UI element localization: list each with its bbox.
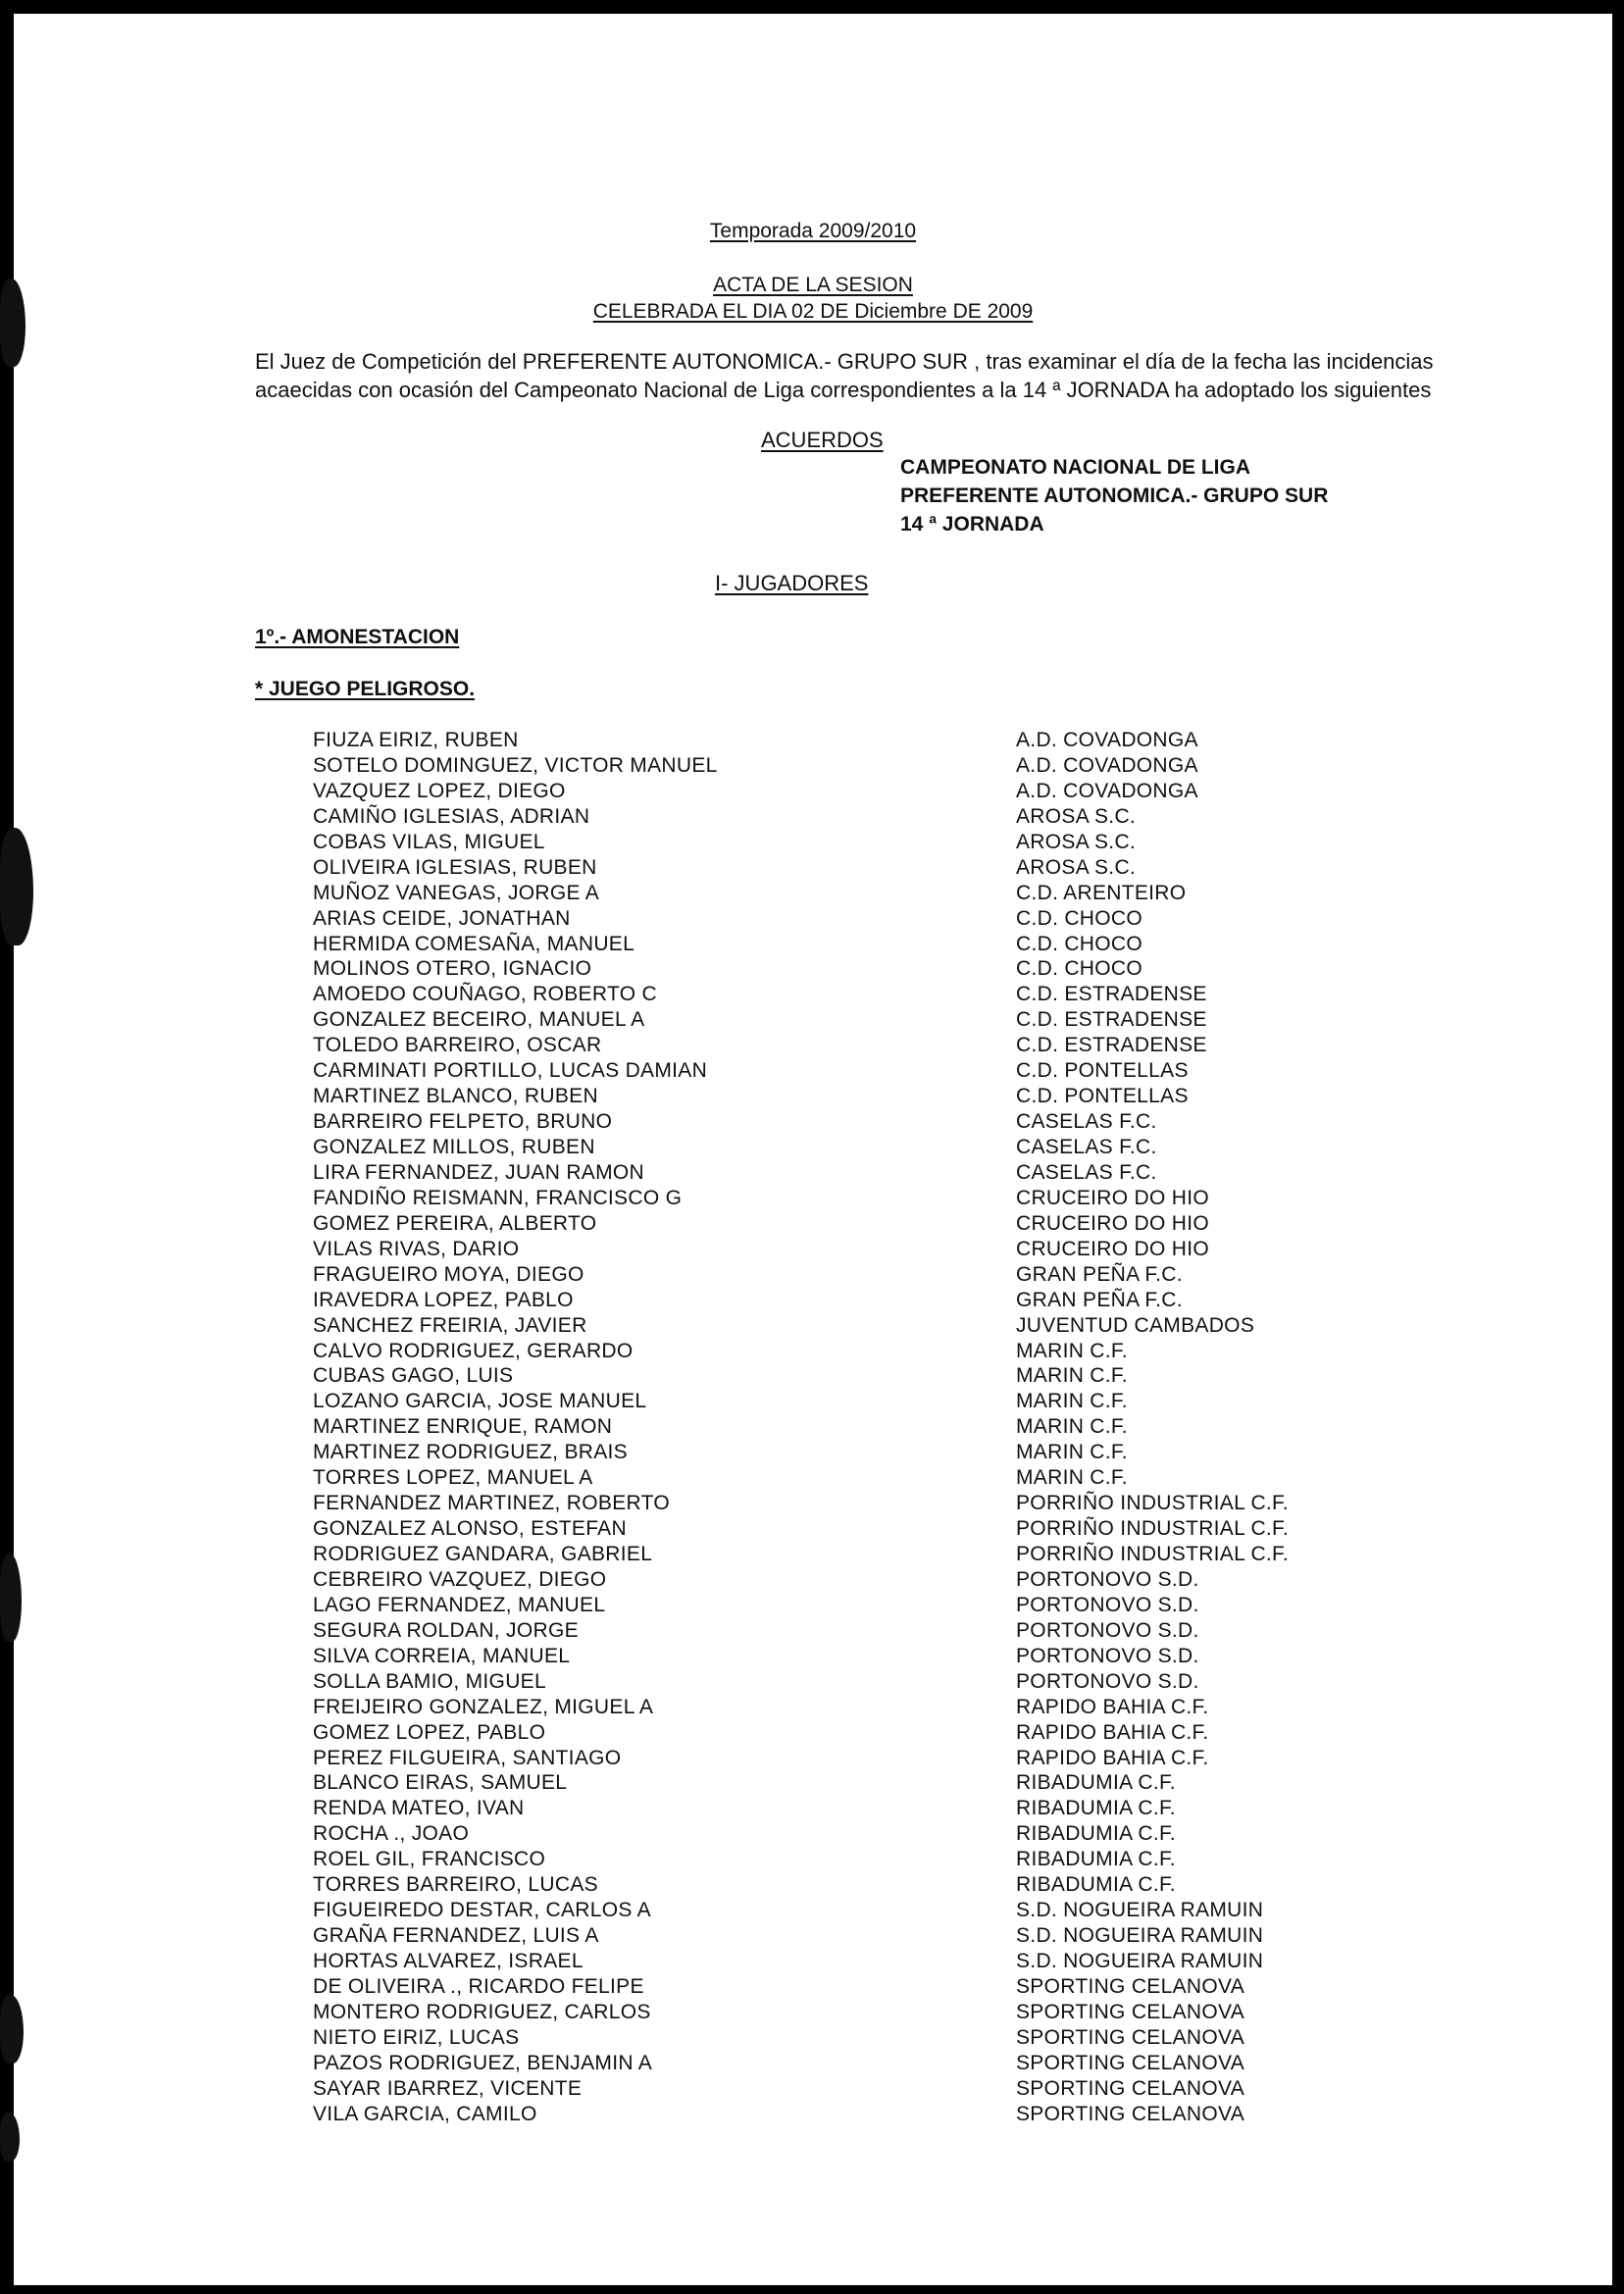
list-item — [313, 956, 1372, 982]
player-name: IRAVEDRA LOPEZ, PABLO — [313, 1288, 574, 1311]
list-item — [313, 2000, 1372, 2025]
list-item — [313, 1440, 1372, 1465]
list-item — [313, 1491, 1372, 1516]
player-club: RAPIDO BAHIA C.F. — [1016, 1746, 1209, 1769]
player-club: MARIN C.F. — [1016, 1390, 1128, 1413]
list-item — [313, 830, 1372, 855]
player-club: GRAN PEÑA F.C. — [1016, 1288, 1183, 1311]
list-item — [313, 982, 1372, 1007]
player-name: OLIVEIRA IGLESIAS, RUBEN — [313, 855, 597, 879]
list-item — [313, 1084, 1372, 1109]
player-name: BLANCO EIRAS, SAMUEL — [313, 1771, 568, 1795]
list-item — [313, 1363, 1372, 1389]
player-name: SEGURA ROLDAN, JORGE — [313, 1618, 579, 1642]
list-item — [313, 1720, 1372, 1746]
player-name: GONZALEZ MILLOS, RUBEN — [313, 1136, 595, 1158]
player-name: PEREZ FILGUEIRA, SANTIAGO — [313, 1746, 622, 1769]
player-name: CARMINATI PORTILLO, LUCAS DAMIAN — [313, 1059, 708, 1083]
player-name: FREIJEIRO GONZALEZ, MIGUEL A — [313, 1695, 654, 1718]
player-club: S.D. NOGUEIRA RAMUIN — [1016, 1899, 1264, 1922]
player-club: SPORTING CELANOVA — [1016, 1974, 1245, 1998]
player-name: GRAÑA FERNANDEZ, LUIS A — [313, 1924, 599, 1948]
player-club: RAPIDO BAHIA C.F. — [1016, 1720, 1209, 1744]
list-item — [313, 753, 1372, 779]
player-club: CRUCEIRO DO HIO — [1016, 1186, 1210, 1209]
player-name: COBAS VILAS, MIGUEL — [313, 830, 545, 853]
player-name: MUÑOZ VANEGAS, JORGE A — [313, 881, 600, 904]
player-club: RIBADUMIA C.F. — [1016, 1797, 1176, 1820]
player-name: RODRIGUEZ GANDARA, GABRIEL — [313, 1543, 653, 1565]
list-item — [313, 1644, 1372, 1669]
player-name: GONZALEZ BECEIRO, MANUEL A — [313, 1008, 645, 1032]
player-club: RIBADUMIA C.F. — [1016, 1873, 1176, 1897]
player-name: LOZANO GARCIA, JOSE MANUEL — [313, 1390, 647, 1413]
player-club: CASELAS F.C. — [1016, 1136, 1157, 1158]
player-name: MARTINEZ RODRIGUEZ, BRAIS — [313, 1441, 628, 1464]
list-item — [313, 1389, 1372, 1414]
list-item — [313, 1516, 1372, 1542]
player-club: RIBADUMIA C.F. — [1016, 1771, 1176, 1795]
player-club: CASELAS F.C. — [1016, 1110, 1157, 1134]
player-club: SPORTING CELANOVA — [1016, 2051, 1245, 2074]
player-name: CALVO RODRIGUEZ, GERARDO — [313, 1339, 634, 1362]
list-item — [313, 1974, 1372, 2000]
player-name: CUBAS GAGO, LUIS — [313, 1364, 514, 1388]
player-name: FANDIÑO REISMANN, FRANCISCO G — [313, 1186, 683, 1209]
player-name: VILAS RIVAS, DARIO — [313, 1237, 520, 1260]
list-item — [313, 1160, 1372, 1186]
player-club: PORTONOVO S.D. — [1016, 1593, 1199, 1616]
player-name: SILVA CORREIA, MANUEL — [313, 1644, 571, 1667]
competition-name: CAMPEONATO NACIONAL DE LIGA — [900, 456, 1251, 479]
list-item — [313, 1288, 1372, 1313]
list-item — [313, 2025, 1372, 2051]
list-item — [313, 804, 1372, 830]
acta-title: ACTA DE LA SESION — [713, 274, 913, 296]
player-club: SPORTING CELANOVA — [1016, 2025, 1245, 2049]
player-name: SANCHEZ FREIRIA, JAVIER — [313, 1313, 587, 1337]
competition-round: 14 ª JORNADA — [900, 513, 1044, 535]
player-name: MONTERO RODRIGUEZ, CARLOS — [313, 2000, 651, 2023]
player-club: SPORTING CELANOVA — [1016, 2000, 1245, 2023]
player-club: PORTONOVO S.D. — [1016, 1644, 1199, 1667]
list-item — [313, 1414, 1372, 1440]
player-club: CASELAS F.C. — [1016, 1160, 1157, 1184]
player-name: ARIAS CEIDE, JONATHAN — [313, 906, 571, 930]
player-name: SAYAR IBARREZ, VICENTE — [313, 2076, 583, 2100]
list-item — [313, 1033, 1372, 1058]
list-item — [313, 855, 1372, 881]
player-club: A.D. COVADONGA — [1016, 779, 1198, 802]
player-club: C.D. CHOCO — [1016, 906, 1142, 930]
list-item — [313, 1339, 1372, 1364]
player-name: GOMEZ PEREIRA, ALBERTO — [313, 1211, 597, 1235]
player-name: HORTAS ALVAREZ, ISRAEL — [313, 1950, 584, 1972]
player-club: JUVENTUD CAMBADOS — [1016, 1313, 1255, 1337]
list-item — [313, 1465, 1372, 1491]
player-name: CAMIÑO IGLESIAS, ADRIAN — [313, 804, 590, 828]
player-club: C.D. CHOCO — [1016, 957, 1142, 981]
player-club: MARIN C.F. — [1016, 1364, 1128, 1388]
scan-mark — [0, 2113, 20, 2162]
list-item — [313, 1669, 1372, 1695]
list-item — [313, 1109, 1372, 1135]
player-club: C.D. PONTELLAS — [1016, 1059, 1189, 1083]
player-name: VILA GARCIA, CAMILO — [313, 2102, 537, 2125]
player-club: PORRIÑO INDUSTRIAL C.F. — [1016, 1492, 1289, 1515]
player-name: LAGO FERNANDEZ, MANUEL — [313, 1593, 606, 1616]
list-item — [313, 1542, 1372, 1567]
list-item — [313, 1567, 1372, 1593]
list-item — [313, 1923, 1372, 1949]
player-name: RENDA MATEO, IVAN — [313, 1797, 525, 1820]
list-item — [313, 1313, 1372, 1339]
player-name: TORRES BARREIRO, LUCAS — [313, 1873, 598, 1897]
player-club: CRUCEIRO DO HIO — [1016, 1211, 1210, 1235]
player-name: HERMIDA COMESAÑA, MANUEL — [313, 932, 635, 955]
player-club: SPORTING CELANOVA — [1016, 2102, 1245, 2125]
competition-group: PREFERENTE AUTONOMICA.- GRUPO SUR — [900, 484, 1329, 507]
player-name: VAZQUEZ LOPEZ, DIEGO — [313, 779, 566, 802]
list-item — [313, 1746, 1372, 1771]
player-club: PORTONOVO S.D. — [1016, 1669, 1199, 1693]
player-name: DE OLIVEIRA ., RICARDO FELIPE — [313, 1974, 644, 1998]
player-name: AMOEDO COUÑAGO, ROBERTO C — [313, 983, 657, 1006]
document-page — [14, 14, 1612, 2285]
scan-mark — [0, 1995, 24, 2064]
player-club: A.D. COVADONGA — [1016, 753, 1198, 777]
player-club: AROSA S.C. — [1016, 855, 1137, 879]
player-club: A.D. COVADONGA — [1016, 729, 1198, 751]
list-item — [313, 1872, 1372, 1898]
player-club: C.D. ESTRADENSE — [1016, 983, 1207, 1006]
player-club: C.D. CHOCO — [1016, 932, 1142, 955]
list-item — [313, 728, 1372, 753]
player-name: NIETO EIRIZ, LUCAS — [313, 2025, 520, 2049]
player-club: AROSA S.C. — [1016, 830, 1137, 853]
list-item — [313, 1007, 1372, 1033]
scan-mark — [0, 828, 33, 945]
player-name: FIGUEIREDO DESTAR, CARLOS A — [313, 1899, 651, 1922]
list-item — [313, 1186, 1372, 1211]
list-item — [313, 906, 1372, 932]
scan-mark — [0, 1554, 22, 1642]
player-name: MARTINEZ BLANCO, RUBEN — [313, 1085, 598, 1108]
intro-paragraph: El Juez de Competición del PREFERENTE AUTONOMICA.- GRUPO SUR , tras examinar el día de la fecha las incidencias acaecidas con ocasión del Campeonato Nacional de Liga correspondientes a la 14 ª JORNADA ha adoptado los siguientes — [255, 349, 1434, 402]
player-club: PORTONOVO S.D. — [1016, 1567, 1199, 1591]
player-name: SOLLA BAMIO, MIGUEL — [313, 1669, 546, 1693]
list-item — [313, 2102, 1372, 2127]
player-name: BARREIRO FELPETO, BRUNO — [313, 1110, 613, 1134]
list-item — [313, 779, 1372, 804]
player-name: SOTELO DOMINGUEZ, VICTOR MANUEL — [313, 753, 718, 777]
player-name: FRAGUEIRO MOYA, DIEGO — [313, 1262, 584, 1286]
player-list — [313, 728, 1372, 2127]
player-name: MOLINOS OTERO, IGNACIO — [313, 957, 592, 981]
player-name: PAZOS RODRIGUEZ, BENJAMIN A — [313, 2051, 653, 2074]
player-club: MARIN C.F. — [1016, 1339, 1128, 1362]
list-item — [313, 1135, 1372, 1160]
player-club: GRAN PEÑA F.C. — [1016, 1262, 1183, 1286]
player-name: GONZALEZ ALONSO, ESTEFAN — [313, 1517, 627, 1541]
player-club: SPORTING CELANOVA — [1016, 2076, 1245, 2100]
list-item — [313, 2076, 1372, 2102]
player-name: TOLEDO BARREIRO, OSCAR — [313, 1034, 602, 1057]
player-club: MARIN C.F. — [1016, 1441, 1128, 1464]
category-heading: * JUEGO PELIGROSO. — [255, 678, 476, 700]
list-item — [313, 1898, 1372, 1923]
player-club: RIBADUMIA C.F. — [1016, 1848, 1176, 1871]
session-date: CELEBRADA EL DIA 02 DE Diciembre DE 2009 — [592, 300, 1034, 323]
list-item — [313, 1058, 1372, 1084]
list-item — [313, 932, 1372, 957]
list-item — [313, 1262, 1372, 1288]
list-item — [313, 1211, 1372, 1237]
player-name: CEBREIRO VAZQUEZ, DIEGO — [313, 1567, 607, 1591]
player-club: S.D. NOGUEIRA RAMUIN — [1016, 1924, 1264, 1948]
list-item — [313, 1821, 1372, 1847]
list-item — [313, 1796, 1372, 1821]
list-item — [313, 2051, 1372, 2076]
player-name: TORRES LOPEZ, MANUEL A — [313, 1466, 593, 1490]
player-name: MARTINEZ ENRIQUE, RAMON — [313, 1415, 613, 1439]
player-name: GOMEZ LOPEZ, PABLO — [313, 1720, 546, 1744]
section-heading: I- JUGADORES — [715, 571, 869, 595]
player-club: C.D. PONTELLAS — [1016, 1085, 1189, 1108]
list-item — [313, 1618, 1372, 1644]
player-club: S.D. NOGUEIRA RAMUIN — [1016, 1950, 1264, 1972]
player-club: C.D. ARENTEIRO — [1016, 881, 1187, 904]
player-club: MARIN C.F. — [1016, 1466, 1128, 1490]
player-club: PORRIÑO INDUSTRIAL C.F. — [1016, 1543, 1289, 1565]
player-club: PORRIÑO INDUSTRIAL C.F. — [1016, 1517, 1289, 1541]
player-club: RIBADUMIA C.F. — [1016, 1822, 1176, 1846]
competition-block — [900, 453, 1328, 538]
player-name: ROEL GIL, FRANCISCO — [313, 1848, 546, 1871]
list-item — [313, 1949, 1372, 1974]
acuerdos-heading: ACUERDOS — [761, 428, 884, 452]
season-title: Temporada 2009/2010 — [709, 220, 917, 242]
player-name: LIRA FERNANDEZ, JUAN RAMON — [313, 1160, 645, 1184]
player-club: MARIN C.F. — [1016, 1415, 1128, 1439]
player-club: AROSA S.C. — [1016, 804, 1137, 828]
player-club: C.D. ESTRADENSE — [1016, 1034, 1207, 1057]
player-name: ROCHA ., JOAO — [313, 1822, 470, 1846]
subsection-heading: 1º.- AMONESTACION — [255, 626, 460, 648]
list-item — [313, 1847, 1372, 1872]
list-item — [313, 1593, 1372, 1618]
player-club: CRUCEIRO DO HIO — [1016, 1237, 1210, 1260]
player-club: PORTONOVO S.D. — [1016, 1618, 1199, 1642]
list-item — [313, 1770, 1372, 1796]
list-item — [313, 881, 1372, 906]
player-name: FERNANDEZ MARTINEZ, ROBERTO — [313, 1492, 670, 1515]
player-club: RAPIDO BAHIA C.F. — [1016, 1695, 1209, 1718]
list-item — [313, 1695, 1372, 1720]
player-name: FIUZA EIRIZ, RUBEN — [313, 729, 519, 751]
list-item — [313, 1237, 1372, 1262]
player-club: C.D. ESTRADENSE — [1016, 1008, 1207, 1032]
